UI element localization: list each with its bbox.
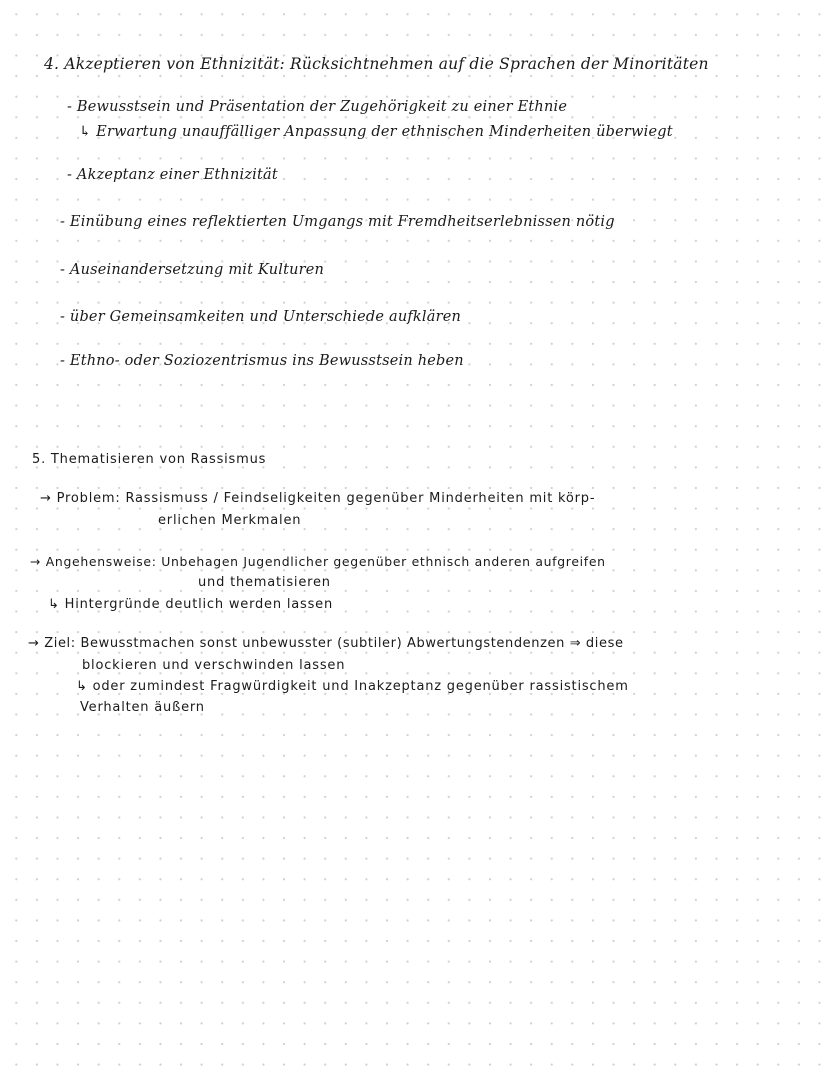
section-4-heading: 4. Akzeptieren von Ethnizität: Rücksichtnehmen auf die Sprachen der Minoritäten <box>44 55 709 73</box>
section-4-item-4: - Auseinandersetzung mit Kulturen <box>60 262 325 278</box>
section-5-problem: → Problem: Rassismuss / Feindseligkeiten gegenüber Minderheiten mit körp- <box>40 491 596 506</box>
section-5-goal: → Ziel: Bewusstmachen sonst unbewusster (subtiler) Abwertungstendenzen ⇒ diese <box>28 636 624 651</box>
section-5-heading: 5. Thematisieren von Rassismus <box>32 452 267 467</box>
section-4-item-1-sub: ↳ Erwartung unauffälliger Anpassung der ethnischen Minderheiten überwiegt <box>79 124 673 140</box>
section-4-item-6: - Ethno- oder Soziozentrismus ins Bewusstsein heben <box>60 353 464 369</box>
section-5-goal-sub-cont: Verhalten äußern <box>80 700 205 715</box>
section-4-item-3: - Einübung eines reflektierten Umgangs mit Fremdheitserlebnissen nötig <box>60 214 615 230</box>
section-4-item-2: - Akzeptanz einer Ethnizität <box>67 167 278 183</box>
section-5-goal-cont: blockieren und verschwinden lassen <box>82 658 346 673</box>
section-5-approach-cont: und thematisieren <box>198 575 331 590</box>
section-5-problem-cont: erlichen Merkmalen <box>158 513 302 528</box>
section-5-approach-sub: ↳ Hintergründe deutlich werden lassen <box>48 597 333 612</box>
section-5-goal-sub: ↳ oder zumindest Fragwürdigkeit und Inakzeptanz gegenüber rassistischem <box>76 679 629 694</box>
section-4-item-5: - über Gemeinsamkeiten und Unterschiede aufklären <box>60 309 462 325</box>
section-5-approach: → Angehensweise: Unbehagen Jugendlicher gegenüber ethnisch anderen aufgreifen <box>30 554 606 569</box>
section-4-item-1: - Bewusstsein und Präsentation der Zugehörigkeit zu einer Ethnie <box>67 99 568 115</box>
